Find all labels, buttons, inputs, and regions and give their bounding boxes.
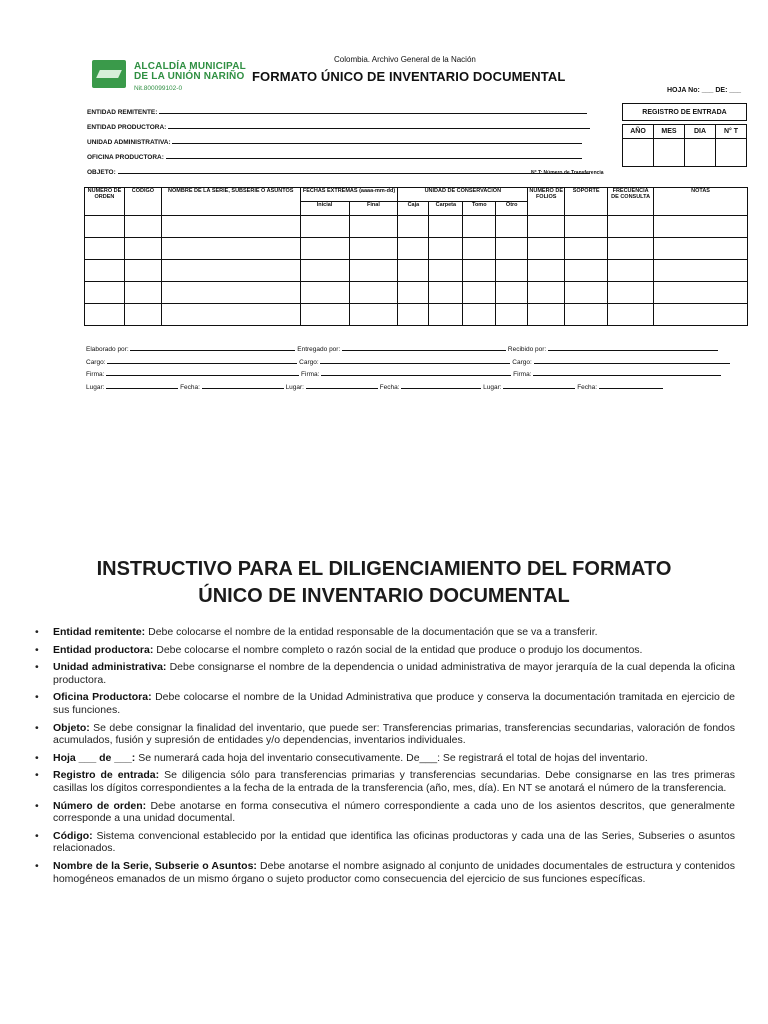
instructivo-title: INSTRUCTIVO PARA EL DILIGENCIAMIENTO DEL FORMATO ÚNICO DE INVENTARIO DOCUMENTAL bbox=[96, 558, 672, 607]
header-numero-orden: NUMERO DE ORDEN bbox=[85, 188, 125, 216]
list-item: • Nombre de la Serie, Subserie o Asuntos: Debe anotarse el nombre asignado al conjunto de unidades documentales de estructura y contenidos homogéneos emanados de un mismo órgano o sujeto productor como consecuencia del ejercicio de sus funciones específicas. bbox=[35, 860, 735, 885]
header-tomo: Tomo bbox=[463, 202, 496, 216]
municipal-logo-icon bbox=[92, 60, 126, 88]
table-row bbox=[85, 304, 748, 326]
hoja-field: HOJA No: ___ DE: ___ bbox=[667, 87, 742, 94]
signature-block bbox=[86, 343, 750, 393]
field-entidad-remitente: ENTIDAD REMITENTE: bbox=[87, 105, 590, 120]
list-item: • Registro de entrada: Se diligencia sólo para transferencias primarias y transferencias secundarias. Debe consignarse en las tres primeras casillas los dígitos correspondientes a la fecha de la entrada de la transferencia (año, mes, día). En NT se anotará el número de la transferencia. bbox=[35, 769, 735, 794]
table-row bbox=[85, 260, 748, 282]
field-entidad-productora: ENTIDAD PRODUCTORA: bbox=[87, 120, 590, 135]
header-caja: Caja bbox=[398, 202, 429, 216]
header-final: Final bbox=[349, 202, 398, 216]
inventory-table bbox=[84, 187, 748, 326]
signature-row-firma: Firma: Firma: Firma: bbox=[86, 368, 750, 381]
registro-cell[interactable] bbox=[623, 139, 654, 167]
registro-col-dia: DIA bbox=[685, 125, 716, 139]
header-numero-folios: NUMERO DE FOLIOS bbox=[528, 188, 565, 216]
list-item: • Código: Sistema convencional establecido por la entidad que identifica las oficinas productoras y cada una de las Series, Subseries o asuntos relacionados. bbox=[35, 830, 735, 855]
archive-caption: Colombia. Archivo General de la Nación bbox=[334, 55, 476, 64]
header-inicial: Inicial bbox=[300, 202, 349, 216]
header-soporte: SOPORTE bbox=[565, 188, 608, 216]
registro-entrada-table bbox=[622, 103, 747, 167]
field-oficina-productora: OFICINA PRODUCTORA: bbox=[87, 150, 590, 165]
list-item: • Objeto: Se debe consignar la finalidad del inventario, que puede ser: Transferencias primarias, transferencias secundarias, valoración de fondos acumulados, fusión y supresión de entidades y/o dependencias, inventarios individuales. bbox=[35, 722, 735, 747]
header-carpeta: Carpeta bbox=[429, 202, 463, 216]
signature-row-lugar: Lugar: Fecha: Lugar: Fecha: Lugar: Fecha: bbox=[86, 381, 750, 394]
header-notas: NOTAS bbox=[654, 188, 748, 216]
list-item: • Oficina Productora: Debe colocarse el nombre de la Unidad Administrativa que produce y conserva la documentación tramitada en ejercicio de sus funciones. bbox=[35, 691, 735, 716]
nt-note: N° T: Número de Transferencia bbox=[531, 170, 604, 176]
list-item: • Unidad administrativa: Debe consignarse el nombre de la dependencia o unidad administrativa de mayor jerarquía de la cual dependa la oficina productora. bbox=[35, 661, 735, 686]
signature-row-cargo: Cargo: Cargo: Cargo: bbox=[86, 356, 750, 369]
header-codigo: CODIGO bbox=[124, 188, 161, 216]
logo-nit: Nit.800099102-0 bbox=[134, 85, 183, 92]
header-otro: Otro bbox=[496, 202, 528, 216]
form-title: FORMATO ÚNICO DE INVENTARIO DOCUMENTAL bbox=[252, 69, 566, 84]
registro-col-nt: N° T bbox=[716, 125, 747, 139]
header-nombre-serie: NOMBRE DE LA SERIE, SUBSERIE O ASUNTOS bbox=[161, 188, 300, 216]
header-frecuencia-consulta: FRECUENCIA DE CONSULTA bbox=[608, 188, 654, 216]
entity-fields bbox=[87, 105, 590, 180]
registro-col-ano: AÑO bbox=[623, 125, 654, 139]
registro-title: REGISTRO DE ENTRADA bbox=[623, 104, 747, 121]
list-item: • Número de orden: Debe anotarse en forma consecutiva el número correspondiente a cada uno de los asientos descritos, que generalmente corresponde a una unidad documental. bbox=[35, 800, 735, 825]
table-row bbox=[85, 216, 748, 238]
list-item: • Entidad productora: Debe colocarse el nombre completo o razón social de la entidad que produce o produjo los documentos. bbox=[35, 644, 735, 657]
registro-cell[interactable] bbox=[654, 139, 685, 167]
table-row bbox=[85, 238, 748, 260]
field-unidad-administrativa: UNIDAD ADMINISTRATIVA: bbox=[87, 135, 590, 150]
table-row bbox=[85, 282, 748, 304]
field-objeto: OBJETO: bbox=[87, 165, 590, 180]
registro-cell[interactable] bbox=[716, 139, 747, 167]
header-unidad-conservacion: UNIDAD DE CONSERVACIÓN bbox=[398, 188, 528, 202]
registro-col-mes: MES bbox=[654, 125, 685, 139]
instructivo-list bbox=[35, 626, 735, 890]
header-fechas-extremas: FECHAS EXTREMAS (aaaa-mm-dd) bbox=[300, 188, 398, 202]
registro-cell[interactable] bbox=[685, 139, 716, 167]
list-item: • Hoja ___ de ___: Se numerará cada hoja del inventario consecutivamente. De___: Se registrará el total de hojas del inventario. bbox=[35, 752, 735, 765]
logo-name: ALCALDÍA MUNICIPAL DE LA UNIÓN NARIÑO bbox=[134, 61, 246, 82]
signature-row-por: Elaborado por: Entregado por: Recibido por: bbox=[86, 343, 750, 356]
list-item: • Entidad remitente: Debe colocarse el nombre de la entidad responsable de la documentación que se va a transferir. bbox=[35, 626, 735, 639]
